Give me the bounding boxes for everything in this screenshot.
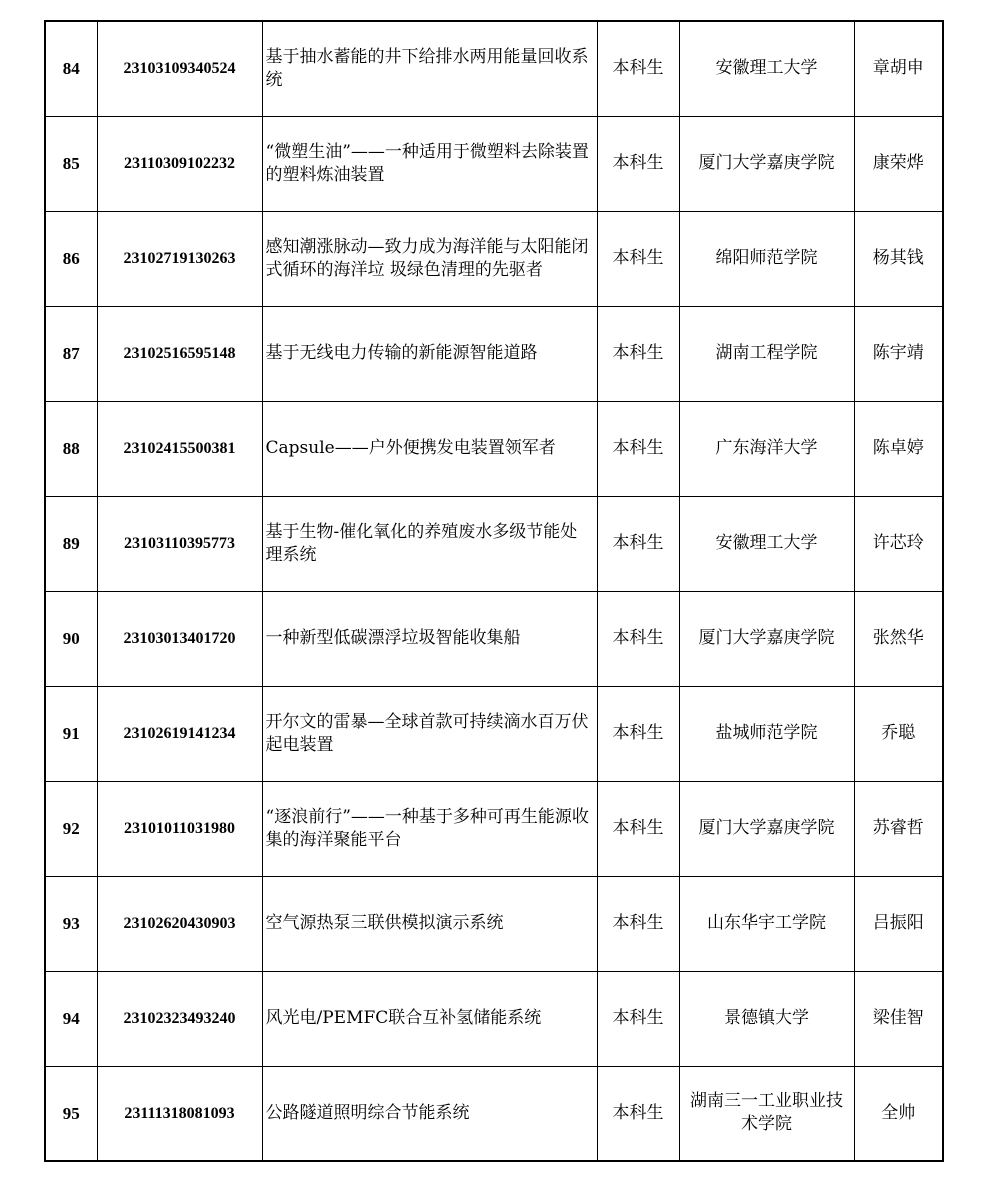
school-name: 厦门大学嘉庚学院 xyxy=(679,781,854,876)
project-title: 一种新型低碳漂浮垃圾智能收集船 xyxy=(262,591,597,686)
table-row xyxy=(45,496,943,591)
row-number: 86 xyxy=(45,211,97,306)
school-name: 绵阳师范学院 xyxy=(679,211,854,306)
leader-name: 陈卓婷 xyxy=(854,401,943,496)
leader-name: 苏睿哲 xyxy=(854,781,943,876)
school-name: 景德镇大学 xyxy=(679,971,854,1066)
project-title: “微塑生油”——一种适用于微塑料去除装置的塑料炼油装置 xyxy=(262,116,597,211)
row-number: 92 xyxy=(45,781,97,876)
school-name: 盐城师范学院 xyxy=(679,686,854,781)
school-name: 厦门大学嘉庚学院 xyxy=(679,591,854,686)
row-number: 90 xyxy=(45,591,97,686)
project-title: 风光电/PEMFC联合互补氢储能系统 xyxy=(262,971,597,1066)
table-row xyxy=(45,116,943,211)
project-id: 23102620430903 xyxy=(97,876,262,971)
student-level: 本科生 xyxy=(597,971,679,1066)
project-title: 空气源热泵三联供模拟演示系统 xyxy=(262,876,597,971)
project-title: Capsule——户外便携发电装置领军者 xyxy=(262,401,597,496)
row-number: 93 xyxy=(45,876,97,971)
student-level: 本科生 xyxy=(597,686,679,781)
school-name: 安徽理工大学 xyxy=(679,21,854,116)
project-id: 23102323493240 xyxy=(97,971,262,1066)
project-title: 感知潮涨脉动—致力成为海洋能与太阳能闭式循环的海洋垃 圾绿色清理的先驱者 xyxy=(262,211,597,306)
leader-name: 乔聪 xyxy=(854,686,943,781)
project-title: 公路隧道照明综合节能系统 xyxy=(262,1066,597,1161)
leader-name: 张然华 xyxy=(854,591,943,686)
table-row xyxy=(45,1066,943,1161)
school-name: 广东海洋大学 xyxy=(679,401,854,496)
leader-name: 全帅 xyxy=(854,1066,943,1161)
student-level: 本科生 xyxy=(597,1066,679,1161)
projects-table xyxy=(44,20,944,1162)
project-id: 23102719130263 xyxy=(97,211,262,306)
student-level: 本科生 xyxy=(597,306,679,401)
leader-name: 陈宇靖 xyxy=(854,306,943,401)
school-name: 山东华宇工学院 xyxy=(679,876,854,971)
row-number: 91 xyxy=(45,686,97,781)
row-number: 95 xyxy=(45,1066,97,1161)
project-id: 23102516595148 xyxy=(97,306,262,401)
project-title: “逐浪前行”——一种基于多种可再生能源收集的海洋聚能平台 xyxy=(262,781,597,876)
project-id: 23103109340524 xyxy=(97,21,262,116)
table-row xyxy=(45,686,943,781)
row-number: 94 xyxy=(45,971,97,1066)
table-row xyxy=(45,971,943,1066)
student-level: 本科生 xyxy=(597,401,679,496)
table-row xyxy=(45,306,943,401)
leader-name: 康荣烨 xyxy=(854,116,943,211)
leader-name: 许芯玲 xyxy=(854,496,943,591)
school-name: 厦门大学嘉庚学院 xyxy=(679,116,854,211)
project-title: 基于无线电力传输的新能源智能道路 xyxy=(262,306,597,401)
row-number: 84 xyxy=(45,21,97,116)
project-id: 23111318081093 xyxy=(97,1066,262,1161)
table-row xyxy=(45,876,943,971)
student-level: 本科生 xyxy=(597,781,679,876)
student-level: 本科生 xyxy=(597,21,679,116)
project-id: 23102415500381 xyxy=(97,401,262,496)
project-title: 基于抽水蓄能的井下给排水两用能量回收系统 xyxy=(262,21,597,116)
school-name: 安徽理工大学 xyxy=(679,496,854,591)
project-id: 23101011031980 xyxy=(97,781,262,876)
project-title: 基于生物-催化氧化的养殖废水多级节能处理系统 xyxy=(262,496,597,591)
project-id: 23103110395773 xyxy=(97,496,262,591)
table-body xyxy=(45,21,943,1161)
project-id: 23110309102232 xyxy=(97,116,262,211)
leader-name: 章胡申 xyxy=(854,21,943,116)
projects-table-wrapper xyxy=(44,20,942,1162)
table-row xyxy=(45,211,943,306)
table-row xyxy=(45,21,943,116)
table-row xyxy=(45,591,943,686)
student-level: 本科生 xyxy=(597,876,679,971)
student-level: 本科生 xyxy=(597,211,679,306)
row-number: 87 xyxy=(45,306,97,401)
leader-name: 梁佳智 xyxy=(854,971,943,1066)
leader-name: 吕振阳 xyxy=(854,876,943,971)
project-id: 23103013401720 xyxy=(97,591,262,686)
row-number: 85 xyxy=(45,116,97,211)
project-id: 23102619141234 xyxy=(97,686,262,781)
table-row xyxy=(45,781,943,876)
leader-name: 杨其钱 xyxy=(854,211,943,306)
row-number: 89 xyxy=(45,496,97,591)
row-number: 88 xyxy=(45,401,97,496)
student-level: 本科生 xyxy=(597,116,679,211)
school-name: 湖南工程学院 xyxy=(679,306,854,401)
school-name: 湖南三一工业职业技术学院 xyxy=(679,1066,854,1161)
student-level: 本科生 xyxy=(597,496,679,591)
table-row xyxy=(45,401,943,496)
student-level: 本科生 xyxy=(597,591,679,686)
project-title: 开尔文的雷暴—全球首款可持续滴水百万伏起电装置 xyxy=(262,686,597,781)
